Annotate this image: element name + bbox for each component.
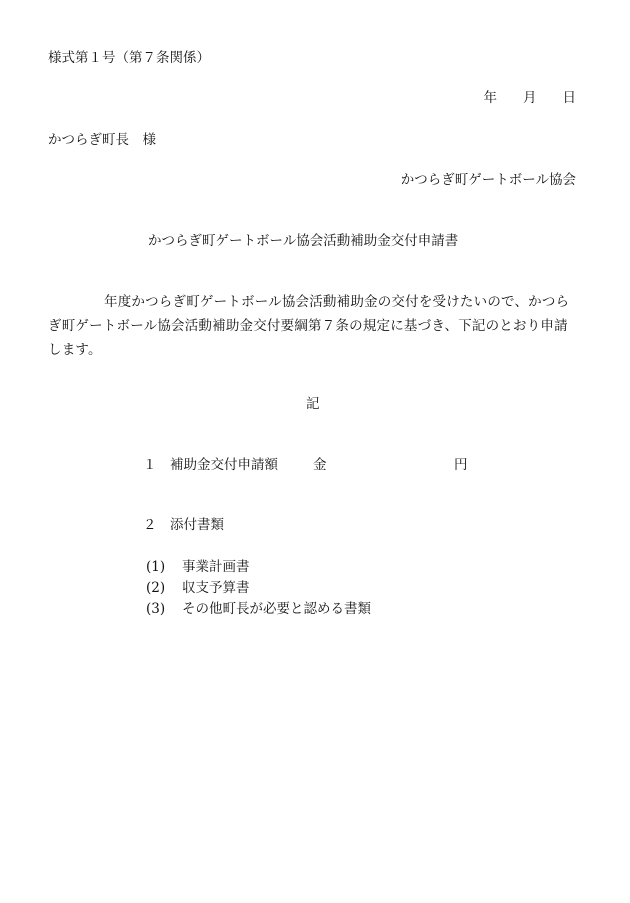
addressee: かつらぎ町長 様 (48, 132, 156, 148)
attachment-list (146, 557, 371, 620)
attachment-text: 収支予算書 (182, 580, 250, 597)
list-item (146, 557, 371, 578)
attachment-number: (3) (146, 601, 166, 618)
form-number: 様式第１号（第７条関係） (48, 50, 210, 66)
application-body-text: 年度かつらぎ町ゲートボール協会活動補助金の交付を受けたいので、かつらぎ町ゲートボール協会活動補助金交付要綱第７条の規定に基づき、下記のとおり申請します。 (48, 294, 570, 358)
attachment-text: その他町長が必要と認める書類 (182, 601, 371, 618)
item1-kin-label: 金 (313, 457, 327, 473)
document-title: かつらぎ町ゲートボール協会活動補助金交付申請書 (148, 233, 459, 249)
attachment-number: (2) (146, 580, 166, 597)
date-day-label: 日 (562, 90, 576, 106)
list-item (146, 578, 371, 599)
ki-heading: 記 (306, 396, 320, 412)
date-line (484, 90, 577, 106)
item1-yen-label: 円 (454, 457, 468, 473)
list-item (146, 599, 371, 620)
item2-number: ２ (143, 517, 157, 533)
date-year-label: 年 (483, 90, 497, 106)
attachment-text: 事業計画書 (182, 559, 250, 576)
item1-number: １ (143, 457, 157, 473)
item2-label: 添付書類 (170, 517, 224, 533)
attachment-number: (1) (146, 559, 166, 576)
applicant-name: かつらぎ町ゲートボール協会 (400, 172, 576, 188)
item1-label: 補助金交付申請額 (170, 457, 278, 473)
date-month-label: 月 (523, 90, 537, 106)
